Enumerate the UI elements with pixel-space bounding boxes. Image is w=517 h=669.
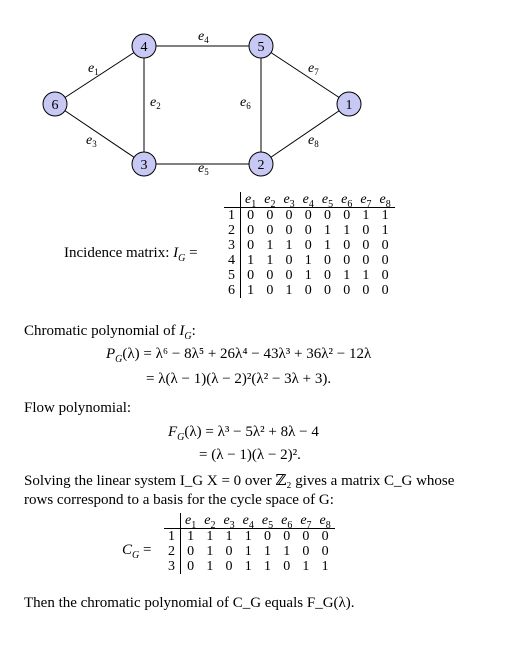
incidence-col-header: $e_8$ <box>376 192 395 208</box>
incidence-cell: 0 <box>266 208 274 223</box>
incidence-cell: 1 <box>343 268 351 283</box>
cycle-cell: 1 <box>321 559 329 574</box>
incidence-row <box>224 283 395 298</box>
cycle-row <box>164 559 335 574</box>
edge-label-e8: $e_8$ <box>308 133 319 149</box>
incidence-cell: 1 <box>266 238 274 253</box>
edge-label-e7: $e_7$ <box>308 61 319 77</box>
incidence-cell: 0 <box>285 253 293 268</box>
cycle-cell: 0 <box>283 559 291 574</box>
incidence-cell: 0 <box>323 208 331 223</box>
incidence-corner <box>224 192 241 208</box>
incidence-cell: 1 <box>323 223 331 238</box>
incidence-cell: 0 <box>381 268 389 283</box>
incidence-cell: 1 <box>323 238 331 253</box>
incidence-cell: 0 <box>285 268 293 283</box>
graph-figure <box>0 0 517 200</box>
incidence-cell: 0 <box>266 223 274 238</box>
cycle-corner <box>164 513 181 529</box>
incidence-cell: 0 <box>304 238 312 253</box>
cycle-col-header: $e_5$ <box>258 513 277 529</box>
edge-e1 <box>55 46 144 104</box>
incidence-cell: 0 <box>285 208 293 223</box>
flow-line-1: $F_G(\lambda) = \lambda^3 - 5\lambda^2 + 8\lambda - 4$ <box>168 424 319 443</box>
cycle-col-header: $e_2$ <box>200 513 219 529</box>
vertex-label-2: 2 <box>257 158 265 173</box>
incidence-matrix <box>224 192 395 298</box>
incidence-row-header: 3 <box>224 238 241 253</box>
incidence-cell: 1 <box>266 253 274 268</box>
cycle-cell: 0 <box>302 529 310 544</box>
incidence-cell: 0 <box>266 283 274 298</box>
cycle-cell: 0 <box>321 544 329 559</box>
vertex-label-6: 6 <box>51 98 59 113</box>
cycle-row-header: 3 <box>164 559 181 574</box>
incidence-cell: 0 <box>247 268 255 283</box>
incidence-cell: 0 <box>304 208 312 223</box>
incidence-col-header: $e_1$ <box>241 192 261 208</box>
edge-label-e1: $e_1$ <box>88 61 99 77</box>
edge-label-e6: $e_6$ <box>240 95 251 111</box>
incidence-cell: 0 <box>362 238 370 253</box>
cycle-cell: 0 <box>302 544 310 559</box>
edge-e7 <box>261 46 349 104</box>
incidence-row-header: 1 <box>224 208 241 224</box>
cycle-cell: 1 <box>263 544 271 559</box>
incidence-row <box>224 238 395 253</box>
incidence-cell: 0 <box>381 253 389 268</box>
incidence-cell: 0 <box>362 253 370 268</box>
incidence-row-header: 5 <box>224 268 241 283</box>
incidence-cell: 0 <box>343 208 351 223</box>
incidence-row <box>224 208 395 224</box>
incidence-cell: 0 <box>247 238 255 253</box>
incidence-cell: 0 <box>343 253 351 268</box>
cycle-col-header: $e_7$ <box>296 513 315 529</box>
graph-edges <box>55 46 349 164</box>
incidence-col-header: $e_3$ <box>279 192 298 208</box>
vertex-label-3: 3 <box>140 158 148 173</box>
incidence-cell: 1 <box>285 283 293 298</box>
cycle-matrix <box>164 513 335 574</box>
incidence-cell: 0 <box>323 253 331 268</box>
cycle-cell: 1 <box>302 559 310 574</box>
cycle-col-header: $e_3$ <box>219 513 238 529</box>
flow-heading: Flow polynomial: <box>24 400 132 416</box>
cycle-col-header: $e_1$ <box>181 513 201 529</box>
incidence-cell: 0 <box>247 223 255 238</box>
cycle-cell: 1 <box>187 529 195 544</box>
cycle-cell: 1 <box>283 544 291 559</box>
cycle-cell: 1 <box>244 544 252 559</box>
incidence-cell: 0 <box>381 283 389 298</box>
incidence-cell: 1 <box>304 253 312 268</box>
incidence-cell: 1 <box>343 223 351 238</box>
incidence-cell: 0 <box>304 223 312 238</box>
cycle-cell: 1 <box>206 559 214 574</box>
incidence-cell: 0 <box>381 238 389 253</box>
cycle-row-header: 2 <box>164 544 181 559</box>
graph-edge-labels <box>86 29 319 177</box>
incidence-row-header: 6 <box>224 283 241 298</box>
incidence-row <box>224 223 395 238</box>
edge-label-e2: $e_2$ <box>150 95 161 111</box>
incidence-cell: 0 <box>323 283 331 298</box>
cycle-row <box>164 544 335 559</box>
chromatic-line-2: = λ(λ − 1)(λ − 2)²(λ² − 3λ + 3). <box>146 371 332 387</box>
cycle-cell: 0 <box>225 559 233 574</box>
incidence-cell: 1 <box>304 268 312 283</box>
chromatic-line-1: $P_G(\lambda) = \lambda^6 - 8\lambda^5 + 26\lambda^4 - 43\lambda^3 + 36\lambda^2 - 12\lambda$ <box>106 346 372 365</box>
final-statement: Then the chromatic polynomial of C_G equals F_G(λ). <box>24 595 355 611</box>
cycle-cell: 0 <box>187 544 195 559</box>
cycle-cell: 0 <box>321 529 329 544</box>
chromatic-heading: Chromatic polynomial of $I_G$: <box>24 323 196 342</box>
incidence-cell: 1 <box>247 283 255 298</box>
incidence-cell: 1 <box>362 268 370 283</box>
incidence-cell: 0 <box>285 223 293 238</box>
incidence-col-header: $e_2$ <box>260 192 279 208</box>
cycle-col-header: $e_4$ <box>239 513 258 529</box>
incidence-row <box>224 253 395 268</box>
cycle-row <box>164 529 335 545</box>
cycle-cell: 0 <box>283 529 291 544</box>
incidence-cell: 1 <box>381 208 389 223</box>
incidence-cell: 1 <box>362 208 370 223</box>
cycle-cell: 1 <box>206 529 214 544</box>
edge-label-e5: $e_5$ <box>198 161 209 177</box>
cycle-col-header: $e_8$ <box>316 513 335 529</box>
incidence-cell: 1 <box>285 238 293 253</box>
incidence-cell: 0 <box>362 223 370 238</box>
edge-e3 <box>55 104 144 164</box>
incidence-col-header: $e_5$ <box>318 192 337 208</box>
cycle-cell: 1 <box>263 559 271 574</box>
incidence-row-header: 4 <box>224 253 241 268</box>
flow-line-2: = (λ − 1)(λ − 2)². <box>199 447 301 463</box>
incidence-col-header: $e_6$ <box>337 192 356 208</box>
incidence-cell: 1 <box>381 223 389 238</box>
edge-label-e4: $e_4$ <box>198 29 209 45</box>
vertex-label-5: 5 <box>257 40 265 55</box>
solving-line-2: rows correspond to a basis for the cycle space of G: <box>24 492 334 508</box>
cycle-cell: 0 <box>263 529 271 544</box>
cycle-cell: 1 <box>225 529 233 544</box>
incidence-label: Incidence matrix: $I_G$ = <box>64 245 198 264</box>
incidence-cell: 0 <box>343 238 351 253</box>
vertex-label-4: 4 <box>140 40 148 55</box>
incidence-col-header: $e_4$ <box>299 192 318 208</box>
cycle-cell: 1 <box>206 544 214 559</box>
incidence-cell: 0 <box>247 208 255 223</box>
incidence-cell: 0 <box>304 283 312 298</box>
edge-e8 <box>261 104 349 164</box>
incidence-row <box>224 268 395 283</box>
incidence-cell: 1 <box>247 253 255 268</box>
vertex-label-1: 1 <box>345 98 353 113</box>
graph-vertices <box>43 34 361 176</box>
incidence-cell: 0 <box>323 268 331 283</box>
incidence-row-header: 2 <box>224 223 241 238</box>
cycle-cell: 1 <box>244 559 252 574</box>
cycle-cell: 0 <box>187 559 195 574</box>
cycle-row-header: 1 <box>164 529 181 545</box>
cycle-col-header: $e_6$ <box>277 513 296 529</box>
incidence-cell: 0 <box>266 268 274 283</box>
cycle-cell: 1 <box>244 529 252 544</box>
solving-line-1: Solving the linear system I_G X = 0 over ℤ₂ gives a matrix C_G whose <box>24 473 455 489</box>
incidence-col-header: $e_7$ <box>356 192 375 208</box>
cycle-label: $C_G$ = <box>122 542 152 561</box>
cycle-cell: 0 <box>225 544 233 559</box>
incidence-cell: 0 <box>362 283 370 298</box>
edge-label-e3: $e_3$ <box>86 133 97 149</box>
incidence-cell: 0 <box>343 283 351 298</box>
